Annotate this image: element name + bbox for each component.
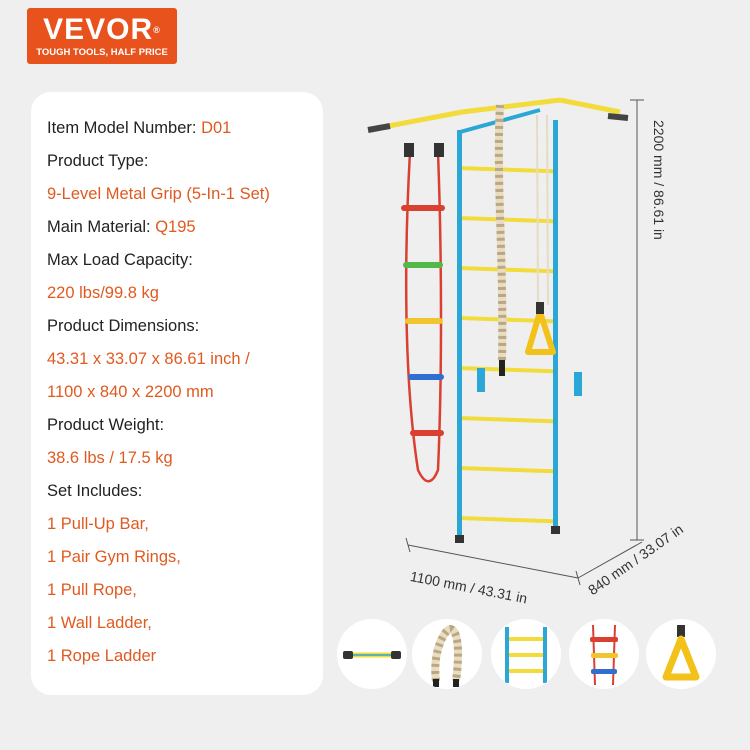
- pull-up-bar-icon: [337, 619, 407, 689]
- set-item: 1 Pull-Up Bar,: [47, 515, 149, 533]
- model-number-label: Item Model Number:: [47, 119, 197, 137]
- vevor-logo: [27, 8, 177, 64]
- set-item: 1 Pair Gym Rings,: [47, 548, 181, 566]
- rope-ladder: [401, 143, 445, 481]
- product-type-value: 9-Level Metal Grip (5-In-1 Set): [47, 185, 270, 203]
- load-capacity-label: Max Load Capacity:: [47, 251, 193, 269]
- material-label: Main Material:: [47, 218, 151, 236]
- brand-tagline: TOUGH TOOLS, HALF PRICE: [36, 47, 168, 58]
- model-number-row: [47, 118, 231, 138]
- dimensions-value-mm: 1100 x 840 x 2200 mm: [47, 383, 214, 401]
- set-includes-label: Set Includes:: [47, 482, 143, 500]
- model-number-value: D01: [201, 119, 232, 137]
- gym-ring-icon: [646, 619, 716, 689]
- ladder-icon: [491, 619, 561, 689]
- rope-ladder-icon: [569, 619, 639, 689]
- thumbnail-rope-ladder: [569, 619, 639, 689]
- thumbnail-wall-ladder: [491, 619, 561, 689]
- thumbnail-pull-rope: [412, 619, 482, 689]
- thumbnail-gym-ring: [646, 619, 716, 689]
- product-type-label: Product Type:: [47, 152, 149, 170]
- height-dimension-label: 2200 mm / 86.61 in: [651, 120, 667, 240]
- width-dimension-label: 1100 mm / 43.31 in: [408, 568, 529, 607]
- load-capacity-value: 220 lbs/99.8 kg: [47, 284, 159, 302]
- climbing-frame-illustration: [330, 80, 750, 620]
- registered-mark: ®: [153, 25, 161, 35]
- set-item: 1 Pull Rope,: [47, 581, 137, 599]
- pull-rope: [499, 105, 505, 376]
- wall-ladder: [455, 120, 582, 543]
- depth-dimension-label: 840 mm / 33.07 in: [585, 520, 686, 599]
- set-item: 1 Wall Ladder,: [47, 614, 152, 632]
- rope-icon: [412, 619, 482, 689]
- material-value: Q195: [155, 218, 196, 236]
- weight-label: Product Weight:: [47, 416, 165, 434]
- gym-rings: [528, 115, 553, 352]
- thumbnail-pull-up-bar: [337, 619, 407, 689]
- brand-name: VEVOR: [43, 13, 154, 46]
- dimensions-value-inch: 43.31 x 33.07 x 86.61 inch /: [47, 350, 250, 368]
- material-row: [47, 217, 196, 237]
- set-item: 1 Rope Ladder: [47, 647, 157, 665]
- dimensions-label: Product Dimensions:: [47, 317, 200, 335]
- weight-value: 38.6 lbs / 17.5 kg: [47, 449, 173, 467]
